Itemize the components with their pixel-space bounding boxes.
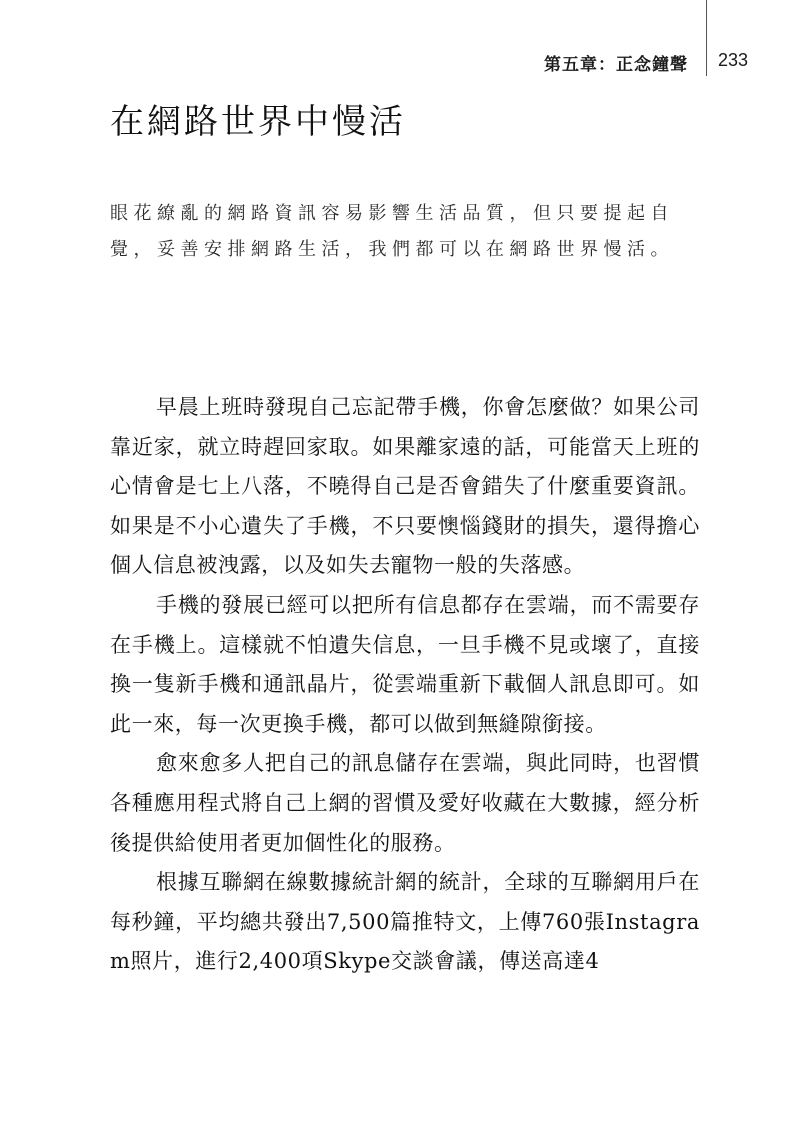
intro-text: 眼花繚亂的網路資訊容易影響生活品質，但只要提起自覺，妥善安排網路生活，我們都可以在網路世界慢活。 xyxy=(110,203,674,260)
paragraph: 手機的發展已經可以把所有信息都存在雲端，而不需要存在手機上。這樣就不怕遺失信息，一旦手機不見或壞了，直接換一隻新手機和通訊晶片，從雲端重新下載個人訊息即可。如此一來，每一次更換手機，都可以做到無縫隙銜接。 xyxy=(110,592,700,736)
paragraph: 愈來愈多人把自己的訊息儲存在雲端，與此同時，也習慣各種應用程式將自己上網的習慣及愛好收藏在大數據，經分析後提供給使用者更加個性化的服務。 xyxy=(110,751,700,855)
header-divider xyxy=(706,0,707,76)
paragraph: 根據互聯網在線數據統計網的統計，全球的互聯網用戶在每秒鐘，平均總共發出7,500篇推特文，上傳760張Instagram照片，進行2,400項Skype交談會議，傳送高達4 xyxy=(110,870,700,974)
page-number: 233 xyxy=(718,50,749,70)
body-text xyxy=(110,388,700,982)
paragraph: 早晨上班時發現自己忘記帶手機，你會怎麼做？如果公司靠近家，就立時趕回家取。如果離家遠的話，可能當天上班的心情會是七上八落，不曉得自己是否會錯失了什麼重要資訊。如果是不小心遺失了手機，不只要懊惱錢財的損失，還得擔心個人信息被洩露，以及如失去寵物一般的失落感。 xyxy=(110,395,700,578)
section-title: 在網路世界中慢活 xyxy=(110,102,406,142)
running-head: 第五章：正念鐘聲 xyxy=(544,55,688,75)
